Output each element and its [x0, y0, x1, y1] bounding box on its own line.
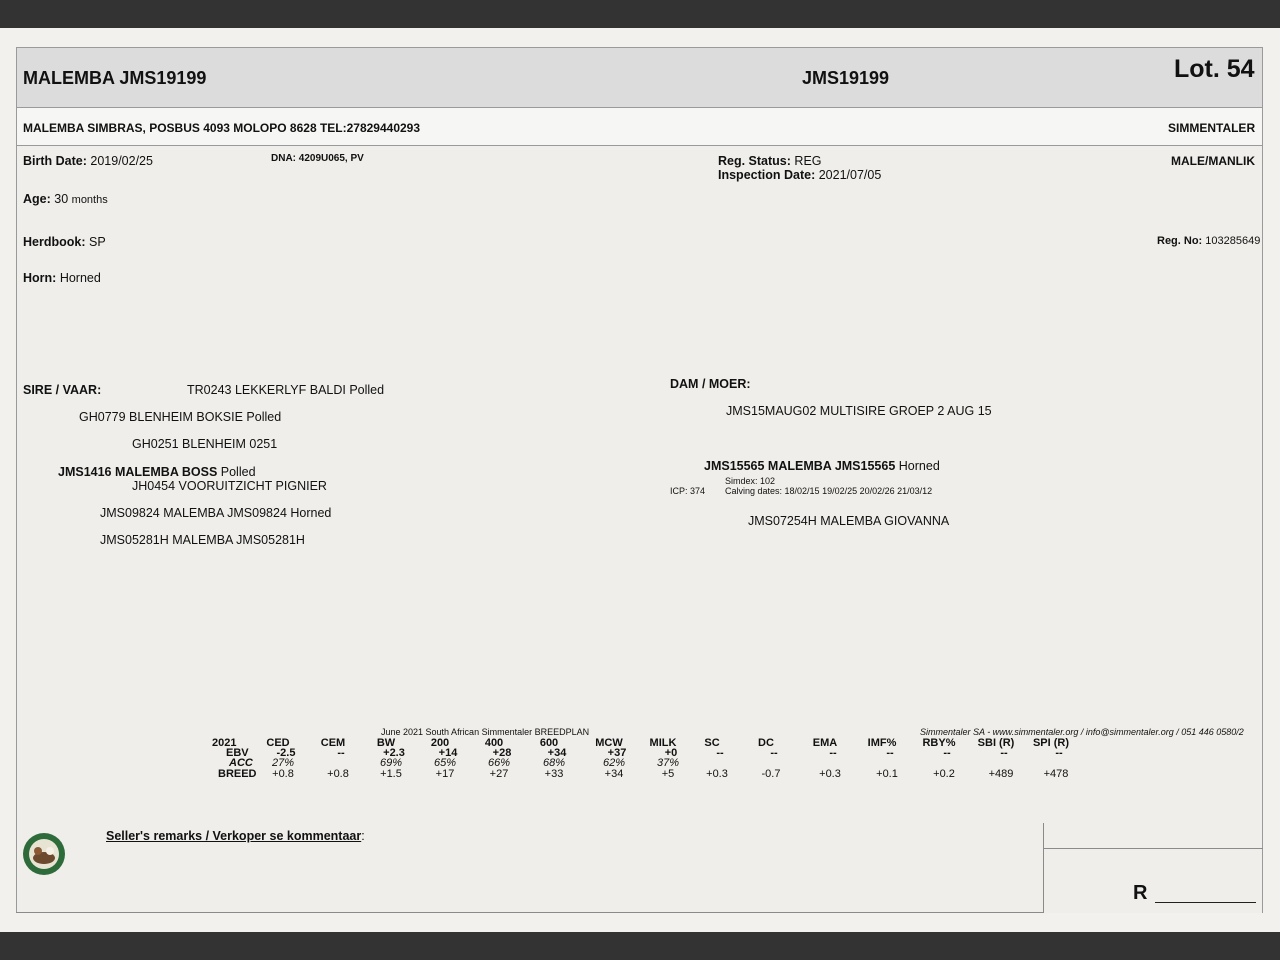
ebv-cell-6: +37	[607, 747, 627, 759]
breed-cell-12: +0.2	[933, 768, 955, 780]
acc-cell-3: 65%	[433, 757, 457, 769]
sire: JMS1416 MALEMBA BOSS Polled	[58, 465, 256, 479]
breed-cell-5: +33	[544, 768, 564, 780]
col-header-8: SC	[704, 737, 720, 749]
divider-bottom	[16, 912, 1044, 913]
dam-label: DAM / MOER:	[670, 377, 751, 391]
col-header-11: IMF%	[867, 737, 897, 749]
breed-cell-7: +5	[661, 768, 675, 780]
sire-sire-dam: GH0251 BLENHEIM 0251	[132, 437, 278, 451]
bottom-bar	[0, 932, 1280, 960]
breedplan-year: 2021	[212, 737, 237, 749]
simdex: Simdex: 102	[725, 476, 776, 486]
breed-cell-10: +0.3	[819, 768, 841, 780]
breed-cell-14: +478	[1043, 768, 1069, 780]
row-label-acc: ACC	[229, 757, 253, 769]
breed-cell-3: +17	[435, 768, 455, 780]
divider-right	[1043, 848, 1263, 849]
breed-cell-0: +0.8	[272, 768, 294, 780]
col-header-5: 600	[539, 737, 559, 749]
ebv-cell-12: --	[943, 747, 951, 759]
acc-cell-4: 66%	[487, 757, 511, 769]
owner-line: MALEMBA SIMBRAS, POSBUS 4093 MOLOPO 8628 TEL:27829440293	[23, 121, 421, 135]
sire-dam: JMS09824 MALEMBA JMS09824 Horned	[100, 506, 332, 520]
reg-no: Reg. No: 103285649	[1157, 235, 1261, 247]
acc-cell-6: 62%	[602, 757, 626, 769]
ebv-cell-7: +0	[664, 747, 678, 759]
dam-dam: JMS07254H MALEMBA GIOVANNA	[748, 514, 950, 528]
reg-status: Reg. Status: REG	[718, 154, 822, 168]
dam: JMS15565 MALEMBA JMS15565 Horned	[704, 459, 940, 473]
dna: DNA: 4209U065, PV	[271, 153, 364, 164]
ebv-cell-1: --	[337, 747, 345, 759]
sire-label: SIRE / VAAR:	[23, 383, 102, 397]
ebv-cell-2: +2.3	[383, 747, 405, 759]
ebv-cell-3: +14	[438, 747, 458, 759]
col-header-13: SBI (R)	[977, 737, 1015, 749]
row-label-breed: BREED	[218, 768, 257, 780]
lot-number: Lot. 54	[1174, 55, 1255, 83]
herdbook: Herdbook: SP	[23, 235, 106, 249]
sex: MALE/MANLIK	[1171, 154, 1255, 168]
simmentaler-logo	[22, 832, 66, 876]
acc-cell-0: 27%	[271, 757, 295, 769]
dam-sire: JMS15MAUG02 MULTISIRE GROEP 2 AUG 15	[726, 404, 992, 418]
price-line	[1155, 902, 1256, 903]
breedplan-source: Simmentaler SA - www.simmentaler.org / info@simmentaler.org / 051 446 0580/2	[920, 727, 1244, 737]
col-header-12: RBY%	[922, 737, 956, 749]
acc-cell-7: 37%	[656, 757, 680, 769]
col-header-9: DC	[758, 737, 774, 749]
breed-cell-13: +489	[988, 768, 1014, 780]
sire-sire: GH0779 BLENHEIM BOKSIE Polled	[79, 410, 282, 424]
col-header-10: EMA	[812, 737, 838, 749]
calving-dates: Calving dates: 18/02/15 19/02/25 20/02/26 21/03/12	[725, 486, 933, 496]
top-bar	[0, 0, 1280, 28]
col-header-6: MCW	[595, 737, 623, 749]
col-header-7: MILK	[649, 737, 677, 749]
ebv-cell-14: --	[1055, 747, 1063, 759]
animal-name: MALEMBA JMS19199	[23, 68, 207, 88]
inspection-date: Inspection Date: 2021/07/05	[718, 168, 882, 182]
breed-cell-8: +0.3	[706, 768, 728, 780]
seller-remarks: Seller's remarks / Verkoper se kommentaar:	[106, 829, 365, 843]
icp: ICP: 374	[670, 486, 706, 496]
ebv-cell-9: --	[770, 747, 778, 759]
horn: Horn: Horned	[23, 271, 101, 285]
breed-cell-2: +1.5	[380, 768, 402, 780]
breed-cell-9: -0.7	[761, 768, 781, 780]
ebv-cell-0: -2.5	[276, 747, 296, 759]
breed-cell-4: +27	[489, 768, 509, 780]
col-header-4: 400	[484, 737, 504, 749]
acc-cell-5: 68%	[542, 757, 566, 769]
breedplan-title: June 2021 South African Simmentaler BREEDPLAN	[381, 727, 590, 737]
price-label: R	[1133, 882, 1148, 904]
birth-date: Birth Date: 2019/02/25	[23, 154, 153, 168]
animal-id: JMS19199	[802, 68, 890, 88]
ebv-cell-13: --	[1000, 747, 1008, 759]
row-label-ebv: EBV	[226, 747, 249, 759]
sire-dam-sire: JH0454 VOORUITZICHT PIGNIER	[132, 479, 327, 493]
ebv-cell-8: --	[716, 747, 724, 759]
breed: SIMMENTALER	[1168, 121, 1256, 135]
ebv-cell-5: +34	[547, 747, 567, 759]
breed-cell-1: +0.8	[327, 768, 349, 780]
ebv-cell-10: --	[829, 747, 837, 759]
age: Age: 30 months	[23, 192, 108, 206]
col-header-0: CED	[266, 737, 290, 749]
col-header-3: 200	[430, 737, 450, 749]
col-header-1: CEM	[320, 737, 346, 749]
ebv-cell-11: --	[886, 747, 894, 759]
sire-sire-sire: TR0243 LEKKERLYF BALDI Polled	[187, 383, 385, 397]
breed-cell-11: +0.1	[876, 768, 898, 780]
sire-dam-dam: JMS05281H MALEMBA JMS05281H	[100, 533, 305, 547]
col-header-14: SPI (R)	[1032, 737, 1070, 749]
divider-vertical	[1043, 823, 1044, 913]
ebv-cell-4: +28	[492, 747, 512, 759]
col-header-2: BW	[376, 737, 396, 749]
acc-cell-2: 69%	[379, 757, 403, 769]
breed-cell-6: +34	[604, 768, 624, 780]
